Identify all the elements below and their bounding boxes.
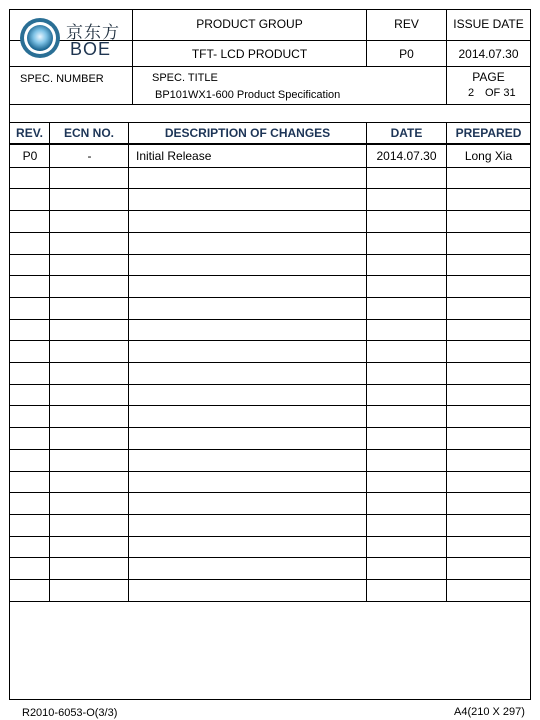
table-row-line xyxy=(10,514,530,515)
table-row-line xyxy=(10,254,530,255)
table-row-line xyxy=(10,340,530,341)
rev-value: P0 xyxy=(399,47,414,61)
product-group-label: PRODUCT GROUP xyxy=(196,17,303,31)
spec-title-label: SPEC. TITLE xyxy=(152,72,218,84)
document-sheet xyxy=(9,9,531,719)
col-header-ecn: ECN NO. xyxy=(63,126,114,140)
table-row-line xyxy=(10,492,530,493)
boe-logo xyxy=(18,16,130,60)
table-row-prepared: Long Xia xyxy=(464,149,513,163)
col-header-rev: REV. xyxy=(16,126,43,140)
table-row-ecn: - xyxy=(87,149,92,163)
col-header-prepared: PREPARED xyxy=(455,126,522,140)
rev-label: REV xyxy=(394,17,419,31)
table-row-line xyxy=(10,167,530,168)
table-row-line xyxy=(10,536,530,537)
table-row-rev: P0 xyxy=(22,149,38,163)
paper-size: A4(210 X 297) xyxy=(454,706,525,718)
table-row-line xyxy=(10,275,530,276)
table-row-line xyxy=(10,297,530,298)
form-code: R2010-6053-O(3/3) xyxy=(22,707,118,719)
issue-date-value: 2014.07.30 xyxy=(458,47,519,61)
page-label: PAGE xyxy=(472,70,505,84)
page-number: 2 xyxy=(468,87,475,99)
table-row-line xyxy=(10,601,530,602)
issue-date-label: ISSUE DATE xyxy=(453,17,524,31)
table-row-line xyxy=(10,232,530,233)
boe-logo-icon xyxy=(18,16,62,60)
table-row-line xyxy=(10,319,530,320)
col-header-date: DATE xyxy=(390,126,423,140)
logo-chinese-text: 京东方 xyxy=(66,23,120,43)
product-group-value: TFT- LCD PRODUCT xyxy=(191,47,308,61)
table-row-line xyxy=(10,579,530,580)
table-row-line xyxy=(10,427,530,428)
table-row-line xyxy=(10,471,530,472)
col-header-description: DESCRIPTION OF CHANGES xyxy=(164,126,331,140)
table-row-line xyxy=(10,188,530,189)
header-vline-spec xyxy=(132,66,133,104)
header-divider-2 xyxy=(10,66,530,67)
spec-number-label: SPEC. NUMBER xyxy=(20,73,104,85)
table-row-description: Initial Release xyxy=(136,149,212,163)
table-row-line xyxy=(10,557,530,558)
table-row-line xyxy=(10,405,530,406)
table-row-line xyxy=(10,449,530,450)
table-row-date: 2014.07.30 xyxy=(376,149,437,163)
table-row-line xyxy=(10,384,530,385)
page-of-total: OF 31 xyxy=(485,87,516,99)
logo-latin-text: BOE xyxy=(70,39,112,59)
table-row-line xyxy=(10,362,530,363)
spec-title-value: BP101WX1-600 Product Specification xyxy=(155,89,341,101)
header-divider-3 xyxy=(10,104,530,105)
table-row-line xyxy=(10,210,530,211)
table-header-bottom-line xyxy=(10,143,530,145)
